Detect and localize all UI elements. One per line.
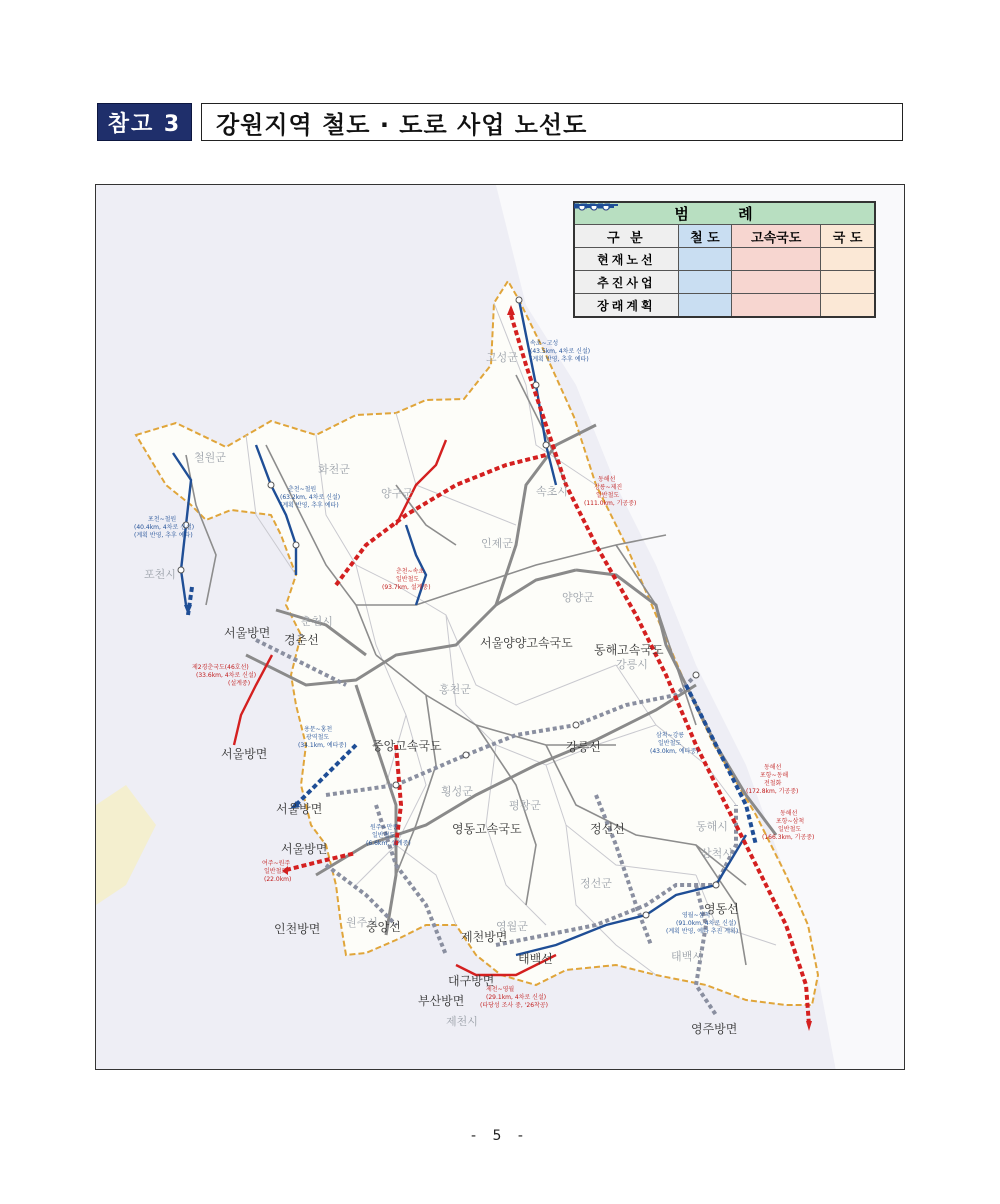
county-chuncheon: 춘천시 bbox=[301, 615, 333, 628]
county-yeongwol: 영월군 bbox=[496, 920, 528, 933]
county-pocheon: 포천시 bbox=[144, 568, 176, 581]
svg-text:여주~원주: 여주~원주 bbox=[262, 860, 291, 867]
legend-row-current: 현재노선 bbox=[574, 248, 678, 271]
line-seoul-yangyang: 서울양양고속국도 bbox=[480, 636, 573, 650]
legend-row-project: 추진사업 bbox=[574, 271, 678, 294]
legend-row-planned: 장래계획 bbox=[574, 294, 678, 318]
svg-text:(계획 반영, 추후 예타): (계획 반영, 추후 예타) bbox=[280, 502, 339, 509]
direction-yeongju: 영주방면 bbox=[691, 1022, 738, 1036]
svg-text:(22.0km): (22.0km) bbox=[264, 876, 292, 883]
svg-text:제2경춘국도(46호선): 제2경춘국도(46호선) bbox=[192, 664, 249, 671]
svg-text:강릉~제진: 강릉~제진 bbox=[594, 484, 623, 491]
county-sokcho: 속초시 bbox=[536, 485, 568, 498]
svg-text:(33.6km, 4차로 신설): (33.6km, 4차로 신설) bbox=[196, 672, 257, 679]
svg-text:(타당성 조사 중, '26착공): (타당성 조사 중, '26착공) bbox=[480, 1002, 548, 1009]
svg-text:포항~동해: 포항~동해 bbox=[760, 772, 789, 779]
county-pyeongchang: 평창군 bbox=[509, 799, 541, 812]
svg-text:영월~삼척: 영월~삼척 bbox=[682, 912, 711, 919]
county-yangyang: 양양군 bbox=[562, 591, 594, 604]
legend-exp-current-symbol bbox=[732, 248, 821, 271]
legend-exp-planned-symbol bbox=[732, 294, 821, 318]
title-bar bbox=[97, 103, 903, 141]
county-goseong: 고성군 bbox=[486, 351, 518, 364]
county-hongcheon: 홍천군 bbox=[439, 683, 471, 696]
svg-text:(43.5km, 4차로 신설): (43.5km, 4차로 신설) bbox=[530, 348, 591, 355]
svg-text:제천~영월: 제천~영월 bbox=[486, 986, 515, 993]
county-hwacheon: 화천군 bbox=[318, 463, 350, 476]
county-wonju: 원주시 bbox=[346, 916, 378, 929]
county-taebaek: 태백시 bbox=[671, 950, 703, 963]
reference-badge: 참고 3 bbox=[97, 103, 192, 141]
line-jungang: 중앙선 bbox=[366, 920, 401, 934]
legend bbox=[573, 201, 876, 318]
line-gyeongchun: 경춘선 bbox=[284, 633, 319, 647]
county-donghae: 동해시 bbox=[696, 820, 728, 833]
county-cheorwon: 철원군 bbox=[194, 451, 226, 464]
svg-text:용문~홍천: 용문~홍천 bbox=[304, 726, 333, 733]
county-yanggu: 양구군 bbox=[381, 487, 413, 500]
svg-text:일반철도: 일반철도 bbox=[396, 576, 420, 583]
county-samcheok: 삼척시 bbox=[701, 847, 733, 860]
legend-col-expressway: 고속국도 bbox=[732, 225, 821, 248]
legend-col-rail: 철 도 bbox=[678, 225, 731, 248]
legend-rail-current-symbol bbox=[678, 248, 731, 271]
svg-text:(계획 반영, 추후 예타): (계획 반영, 추후 예타) bbox=[530, 356, 589, 363]
svg-text:(172.8km, 기공중): (172.8km, 기공중) bbox=[746, 788, 799, 795]
svg-text:춘천~속초: 춘천~속초 bbox=[396, 568, 425, 575]
direction-seoul-4: 서울방면 bbox=[281, 842, 328, 856]
svg-text:포천~철원: 포천~철원 bbox=[148, 516, 177, 523]
svg-text:전철화: 전철화 bbox=[764, 780, 782, 787]
svg-text:(43.0km, 예타중): (43.0km, 예타중) bbox=[650, 748, 699, 755]
direction-seoul-2: 서울방면 bbox=[221, 747, 268, 761]
svg-text:일반철도: 일반철도 bbox=[372, 832, 396, 839]
svg-text:(93.7km, 설계중): (93.7km, 설계중) bbox=[382, 584, 431, 591]
svg-text:(29.1km, 4차로 신설): (29.1km, 4차로 신설) bbox=[486, 994, 547, 1001]
svg-text:원주~만종: 원주~만종 bbox=[370, 824, 399, 831]
svg-text:일반철도: 일반철도 bbox=[778, 826, 802, 833]
line-yeongdong-exp: 영동고속국도 bbox=[452, 822, 522, 836]
legend-col-national: 국 도 bbox=[821, 225, 875, 248]
county-hoengseong: 횡성군 bbox=[441, 785, 473, 798]
county-jecheon: 제천시 bbox=[446, 1015, 478, 1028]
line-taebaek: 태백선 bbox=[518, 952, 553, 966]
svg-text:(40.4km, 4차로 신설): (40.4km, 4차로 신설) bbox=[134, 524, 195, 531]
line-yeongdong: 영동선 bbox=[704, 902, 739, 916]
route-map bbox=[95, 184, 905, 1070]
svg-text:(63.2km, 4차로 신설): (63.2km, 4차로 신설) bbox=[280, 494, 341, 501]
legend-rail-planned-symbol bbox=[678, 294, 731, 318]
svg-text:춘천~철원: 춘천~철원 bbox=[288, 486, 317, 493]
direction-daegu: 대구방면 bbox=[448, 974, 495, 988]
county-inje: 인제군 bbox=[481, 537, 513, 550]
direction-seoul-3: 서울방면 bbox=[276, 802, 323, 816]
line-jeongseon: 정선선 bbox=[590, 822, 625, 836]
svg-text:일반철도: 일반철도 bbox=[596, 492, 620, 499]
svg-text:삼척~강릉: 삼척~강릉 bbox=[656, 732, 685, 739]
legend-nat-project-symbol bbox=[821, 271, 875, 294]
svg-text:(계획 반영, 추후 예타): (계획 반영, 추후 예타) bbox=[134, 532, 193, 539]
page-number: - 5 - bbox=[471, 1128, 529, 1144]
legend-col-category: 구 분 bbox=[574, 225, 678, 248]
county-jeongseon: 정선군 bbox=[580, 877, 612, 890]
svg-text:(계획 반영, 예타 추진 계획): (계획 반영, 예타 추진 계획) bbox=[666, 928, 739, 935]
svg-text:속초~고성: 속초~고성 bbox=[530, 340, 559, 347]
direction-busan: 부산방면 bbox=[418, 994, 465, 1008]
svg-text:(111.0km, 기공중): (111.0km, 기공중) bbox=[584, 500, 637, 507]
legend-title: 범 례 bbox=[574, 202, 875, 225]
svg-text:동해선: 동해선 bbox=[598, 476, 616, 483]
line-gangneung: 강릉선 bbox=[566, 740, 601, 754]
svg-text:광역철도: 광역철도 bbox=[306, 734, 330, 741]
direction-seoul-1: 서울방면 bbox=[224, 626, 271, 640]
page-title: 강원지역 철도 · 도로 사업 노선도 bbox=[201, 103, 903, 141]
legend-rail-project-symbol bbox=[678, 271, 731, 294]
svg-text:동해선: 동해선 bbox=[764, 764, 782, 771]
svg-text:포항~삼척: 포항~삼척 bbox=[776, 818, 805, 825]
svg-text:(91.0km, 4차로 신설): (91.0km, 4차로 신설) bbox=[676, 920, 737, 927]
svg-text:(166.3km, 기공중): (166.3km, 기공중) bbox=[762, 834, 815, 841]
legend-exp-project-symbol bbox=[732, 271, 821, 294]
direction-incheon: 인천방면 bbox=[274, 922, 321, 936]
direction-jecheon: 제천방면 bbox=[461, 930, 508, 944]
svg-text:(34.1km, 예타중): (34.1km, 예타중) bbox=[298, 742, 347, 749]
legend-nat-current-symbol bbox=[821, 248, 875, 271]
svg-text:(설계중): (설계중) bbox=[228, 680, 251, 687]
svg-text:일반철도: 일반철도 bbox=[264, 868, 288, 875]
svg-text:(6.6km, 설계중): (6.6km, 설계중) bbox=[366, 840, 411, 847]
county-gangneung: 강릉시 bbox=[616, 658, 648, 671]
svg-text:동해선: 동해선 bbox=[780, 810, 798, 817]
line-donghae-exp: 동해고속국도 bbox=[594, 643, 664, 657]
legend-nat-planned-symbol bbox=[821, 294, 875, 318]
svg-text:일반철도: 일반철도 bbox=[658, 740, 682, 747]
line-jungang-exp: 중앙고속국도 bbox=[372, 739, 442, 753]
